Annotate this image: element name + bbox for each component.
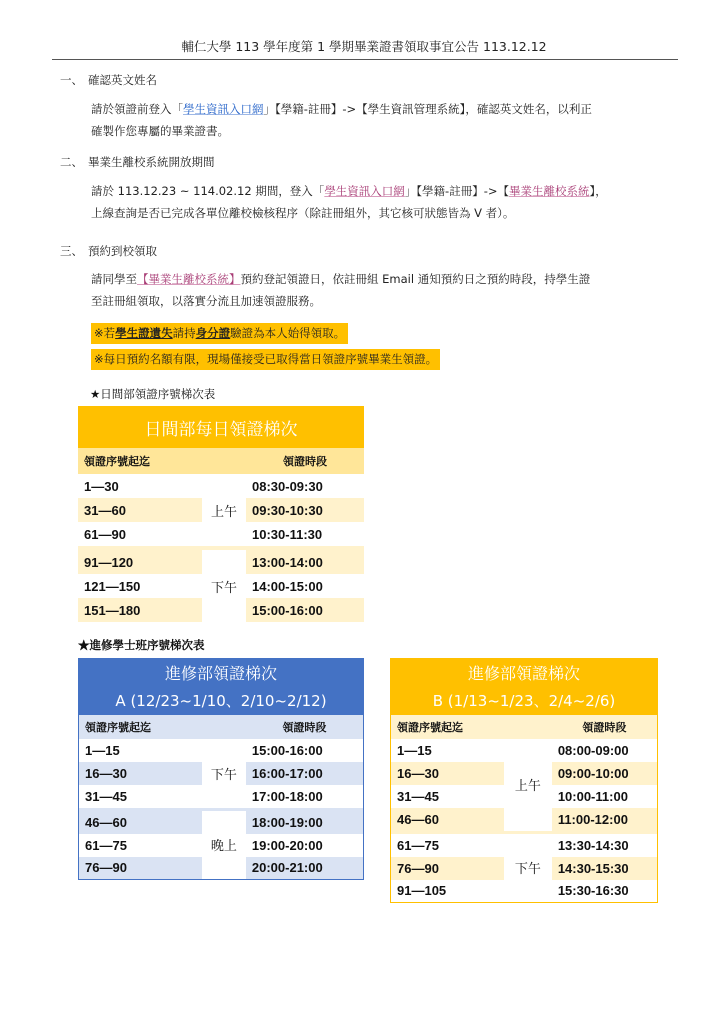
pm-label: 下午 xyxy=(202,739,246,808)
range-cell: 91—120 xyxy=(84,554,134,570)
time-cell: 16:00-17:00 xyxy=(251,765,323,781)
range-cell: 31—45 xyxy=(397,788,439,804)
page-title: 輔仁大學 113 學年度第 1 學期畢業證書領取事宜公告 113.12.12 xyxy=(181,39,547,54)
section-1-body xyxy=(91,98,683,142)
section-1-heading xyxy=(60,72,157,88)
section-2-number: 二、 xyxy=(60,155,83,169)
section-2-title: 畢業生離校系統開放期間 xyxy=(88,155,215,169)
range-cell: 61—90 xyxy=(84,526,126,542)
section-3-text-b: 預約登記領證日，依註冊組 Email 通知預約日之預約時段，持學生證 xyxy=(240,272,591,286)
table-row xyxy=(79,811,364,834)
section-3-body xyxy=(91,268,683,312)
note1-text-a: ※若 xyxy=(94,326,116,340)
note1-text-e: 驗證為本人始得領取。 xyxy=(230,326,346,340)
section-2-text-b: 」【學籍-註冊】->【 xyxy=(404,184,509,198)
table-a-col-range-header: 領證序號起迄 xyxy=(85,720,151,734)
time-cell: 10:00-11:00 xyxy=(557,788,628,804)
student-portal-link[interactable]: 學生資訊入口網 xyxy=(183,102,264,116)
title-divider xyxy=(52,59,678,60)
table-row xyxy=(78,474,364,498)
range-cell: 61—75 xyxy=(397,837,439,853)
time-cell: 11:00-12:00 xyxy=(557,811,628,827)
time-cell: 10:30-11:30 xyxy=(252,526,323,542)
section-3-title: 預約到校領取 xyxy=(88,244,157,258)
section-1-text-c: 確製作您專屬的畢業證書。 xyxy=(91,124,229,138)
section-2-text-d: 上線查詢是否已完成各單位離校檢核程序（除註冊組外，其它核可狀態皆為 V 者）。 xyxy=(91,206,515,220)
time-cell: 08:00-09:00 xyxy=(557,742,629,758)
section-2-body xyxy=(91,180,683,224)
night-label: 晚上 xyxy=(202,811,246,880)
range-cell: 31—45 xyxy=(85,788,127,804)
day-col-time-header: 領證時段 xyxy=(283,455,327,468)
section-1-title: 確認英文姓名 xyxy=(88,73,157,87)
time-cell: 14:00-15:00 xyxy=(252,578,323,594)
time-cell: 19:00-20:00 xyxy=(251,837,323,853)
range-cell: 61—75 xyxy=(85,837,127,853)
time-cell: 15:00-16:00 xyxy=(251,742,323,758)
table-a-title: 進修部領證梯次 xyxy=(164,664,277,684)
day-table-caption: ★日間部領證序號梯次表 xyxy=(90,387,216,401)
table-row xyxy=(391,834,658,857)
range-cell: 1—15 xyxy=(85,742,120,758)
range-cell: 16—30 xyxy=(85,765,127,781)
time-cell: 15:00-16:00 xyxy=(252,602,323,618)
day-col-range-header: 領證序號起迄 xyxy=(84,455,150,468)
daily-quota-note: ※每日預約名額有限，現場僅接受已取得當日領證序號畢業生領證。 xyxy=(91,349,440,370)
lost-id-note xyxy=(91,323,348,344)
time-cell: 20:00-21:00 xyxy=(251,860,323,876)
time-cell: 09:30-10:30 xyxy=(252,502,323,518)
day-table-title: 日間部每日領證梯次 xyxy=(144,419,298,440)
evening-table-caption: ★進修學士班序號梯次表 xyxy=(78,638,205,652)
time-cell: 13:00-14:00 xyxy=(252,554,323,570)
note1-id-card: 身分證 xyxy=(195,326,231,340)
time-cell: 17:00-18:00 xyxy=(251,788,323,804)
graduate-leave-system-link-2[interactable]: 【畢業生離校系統】 xyxy=(137,272,241,286)
time-cell: 13:30-14:30 xyxy=(557,837,629,853)
table-row xyxy=(79,739,364,762)
am-label: 上午 xyxy=(202,474,246,546)
time-cell: 08:30-09:30 xyxy=(252,478,323,494)
day-schedule-table xyxy=(78,406,364,622)
table-b-title: 進修部領證梯次 xyxy=(467,664,580,684)
range-cell: 121—150 xyxy=(84,578,141,594)
section-3-text-a: 請同學至 xyxy=(91,272,137,286)
section-3-text-c: 至註冊組領取，以落實分流且加速領證服務。 xyxy=(91,294,321,308)
table-row xyxy=(78,550,364,574)
section-3-number: 三、 xyxy=(60,244,83,258)
pm-label: 下午 xyxy=(504,834,552,903)
range-cell: 76—90 xyxy=(397,860,439,876)
student-portal-link-2[interactable]: 學生資訊入口網 xyxy=(324,184,405,198)
range-cell: 31—60 xyxy=(84,502,126,518)
table-a-col-time-header: 領證時段 xyxy=(282,720,327,734)
range-cell: 91—105 xyxy=(397,883,447,899)
section-2-text-c: 】， xyxy=(589,184,607,198)
note1-lost-id: 學生證遺失 xyxy=(115,326,173,340)
table-b-col-range-header: 領證序號起迄 xyxy=(397,720,463,734)
time-cell: 09:00-10:00 xyxy=(557,765,629,781)
section-1-number: 一、 xyxy=(60,73,83,87)
graduate-leave-system-link[interactable]: 畢業生離校系統 xyxy=(509,184,590,198)
range-cell: 16—30 xyxy=(397,765,439,781)
range-cell: 46—60 xyxy=(397,811,439,827)
section-2-heading xyxy=(60,154,215,170)
table-a-period: A (12/23~1/10、2/10~2/12) xyxy=(115,692,327,710)
range-cell: 1—15 xyxy=(397,742,432,758)
evening-schedule-table-a xyxy=(78,658,364,880)
range-cell: 46—60 xyxy=(85,814,127,830)
range-cell: 76—90 xyxy=(85,860,127,876)
range-cell: 151—180 xyxy=(84,602,141,618)
evening-schedule-table-b xyxy=(390,658,658,903)
time-cell: 18:00-19:00 xyxy=(251,814,323,830)
section-1-text-a: 請於領證前登入「 xyxy=(91,102,183,116)
table-b-col-time-header: 領證時段 xyxy=(582,720,627,734)
time-cell: 14:30-15:30 xyxy=(557,860,629,876)
am-label: 上午 xyxy=(504,739,552,831)
note1-text-c: 請持 xyxy=(172,326,196,340)
section-2-text-a: 請於 113.12.23 ~ 114.02.12 期間，登入「 xyxy=(91,184,325,198)
section-1-text-b: 」【學籍-註冊】->【學生資訊管理系統】，確認英文姓名，以利正 xyxy=(263,102,592,116)
table-b-period: B (1/13~1/23、2/4~2/6) xyxy=(432,692,616,710)
section-3-heading xyxy=(60,243,157,259)
table-row xyxy=(391,739,658,762)
time-cell: 15:30-16:30 xyxy=(557,883,629,899)
range-cell: 1—30 xyxy=(84,478,119,494)
pm-label: 下午 xyxy=(202,550,246,622)
